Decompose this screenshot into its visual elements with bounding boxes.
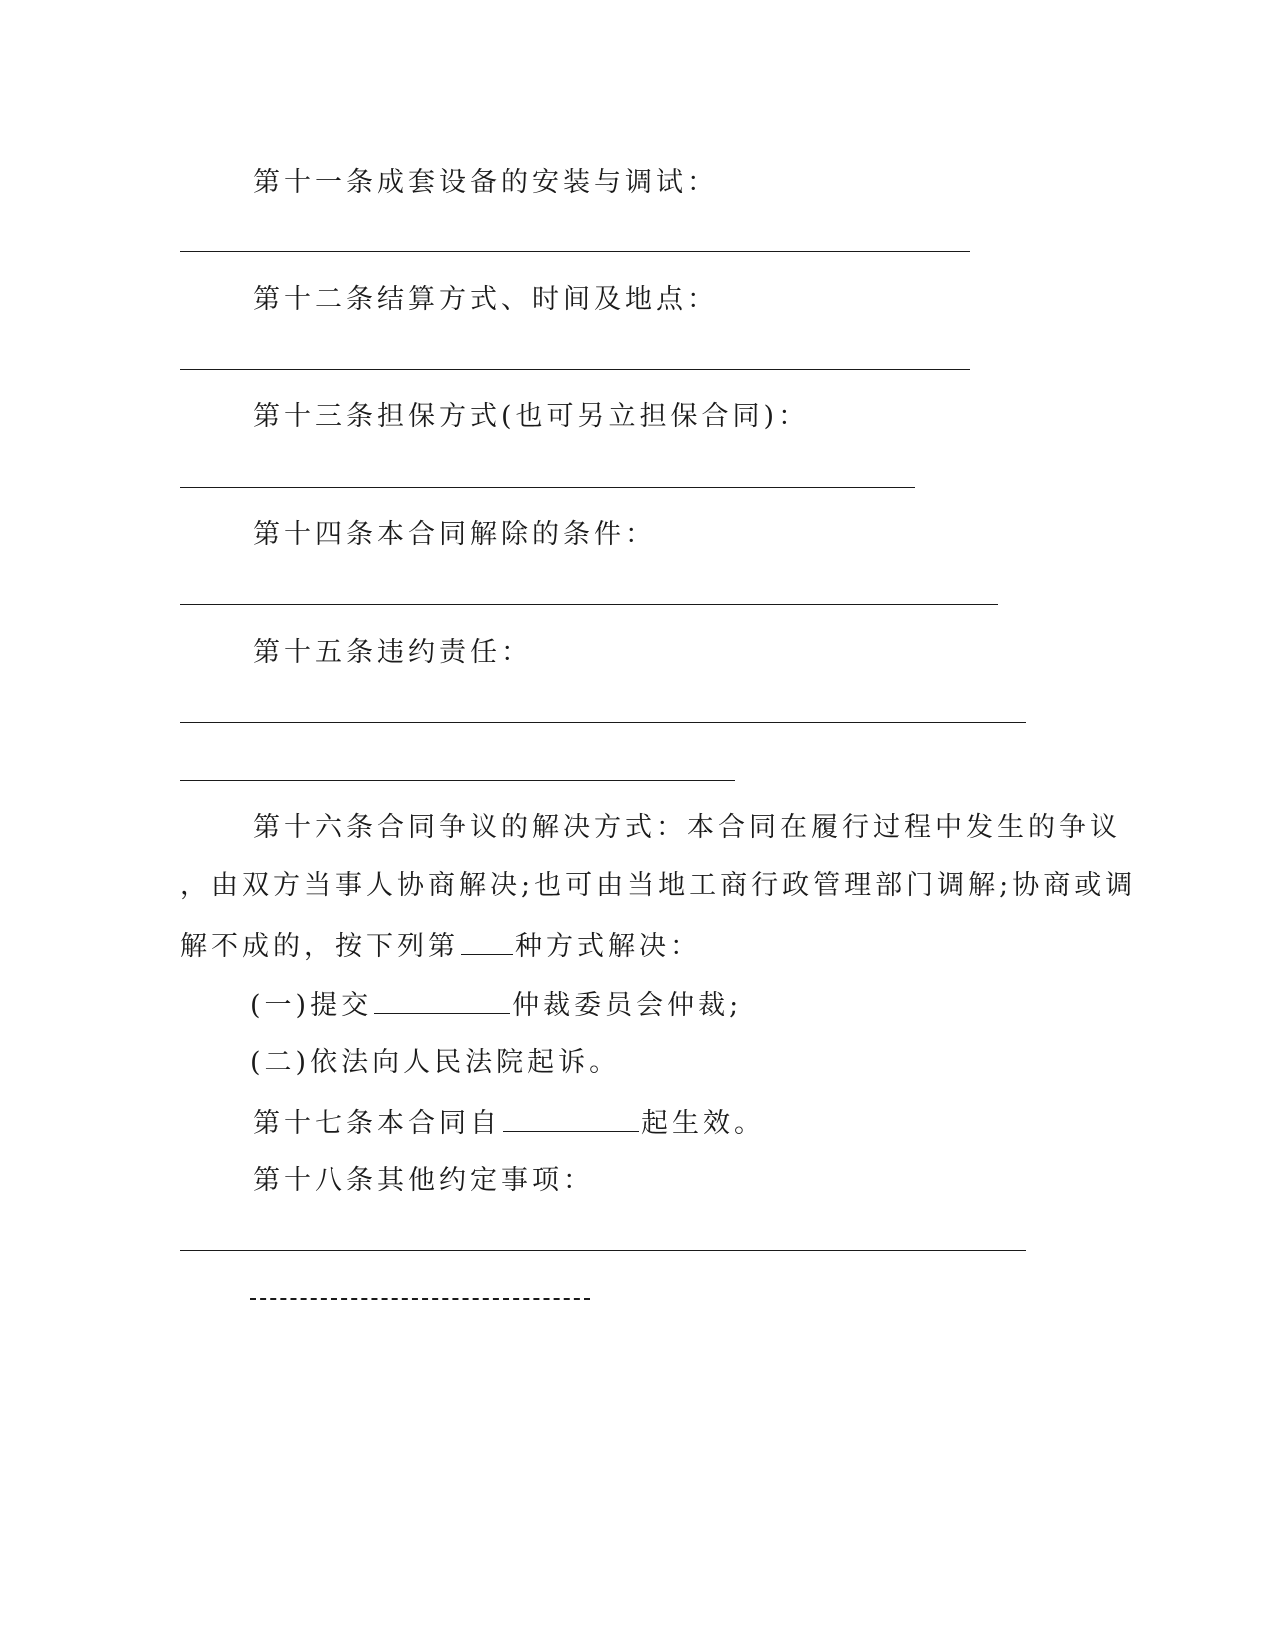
fill-line-clause-11 (180, 251, 970, 252)
clause-16-line-2: ，由双方当事人协商解决;也可由当地工商行政管理部门调解;协商或调 (180, 870, 1137, 901)
clause-13: 第十三条担保方式(也可另立担保合同)： (253, 401, 810, 432)
clause-17 (253, 1105, 765, 1141)
fill-line-clause-12 (180, 369, 970, 370)
option-1-text-b: 仲裁委员会仲裁; (512, 990, 743, 1021)
clause-14: 第十四条本合同解除的条件： (253, 519, 656, 550)
clause-11: 第十一条成套设备的安装与调试： (253, 167, 718, 198)
option-1-text-a: (一)提交 (250, 990, 373, 1021)
clause-18: 第十八条其他约定事项： (253, 1165, 594, 1196)
clause-12: 第十二条结算方式、时间及地点： (253, 284, 718, 315)
blank-method-number (461, 928, 513, 955)
clause-16-line-1: 第十六条合同争议的解决方式：本合同在履行过程中发生的争议 (253, 812, 1121, 843)
option-1 (250, 987, 742, 1023)
clause-16-line-3 (180, 928, 701, 964)
blank-arbitration-committee (374, 987, 510, 1014)
clause-17-text-a: 第十七条本合同自 (253, 1108, 501, 1139)
fill-line-clause-15-b (180, 780, 735, 781)
clause-17-text-b: 起生效。 (641, 1108, 765, 1139)
clause-16-line-3-text-b: 种方式解决： (515, 931, 701, 962)
fill-line-clause-14 (180, 604, 998, 605)
dashed-line (250, 1298, 590, 1300)
fill-line-clause-15-a (180, 722, 1026, 723)
clause-15: 第十五条违约责任： (253, 637, 532, 668)
clause-16-line-3-text-a: 解不成的，按下列第 (180, 931, 459, 962)
fill-line-clause-13 (180, 487, 915, 488)
fill-line-clause-18 (180, 1250, 1026, 1251)
blank-effective-date (503, 1105, 639, 1132)
option-2: (二)依法向人民法院起诉。 (250, 1047, 621, 1078)
